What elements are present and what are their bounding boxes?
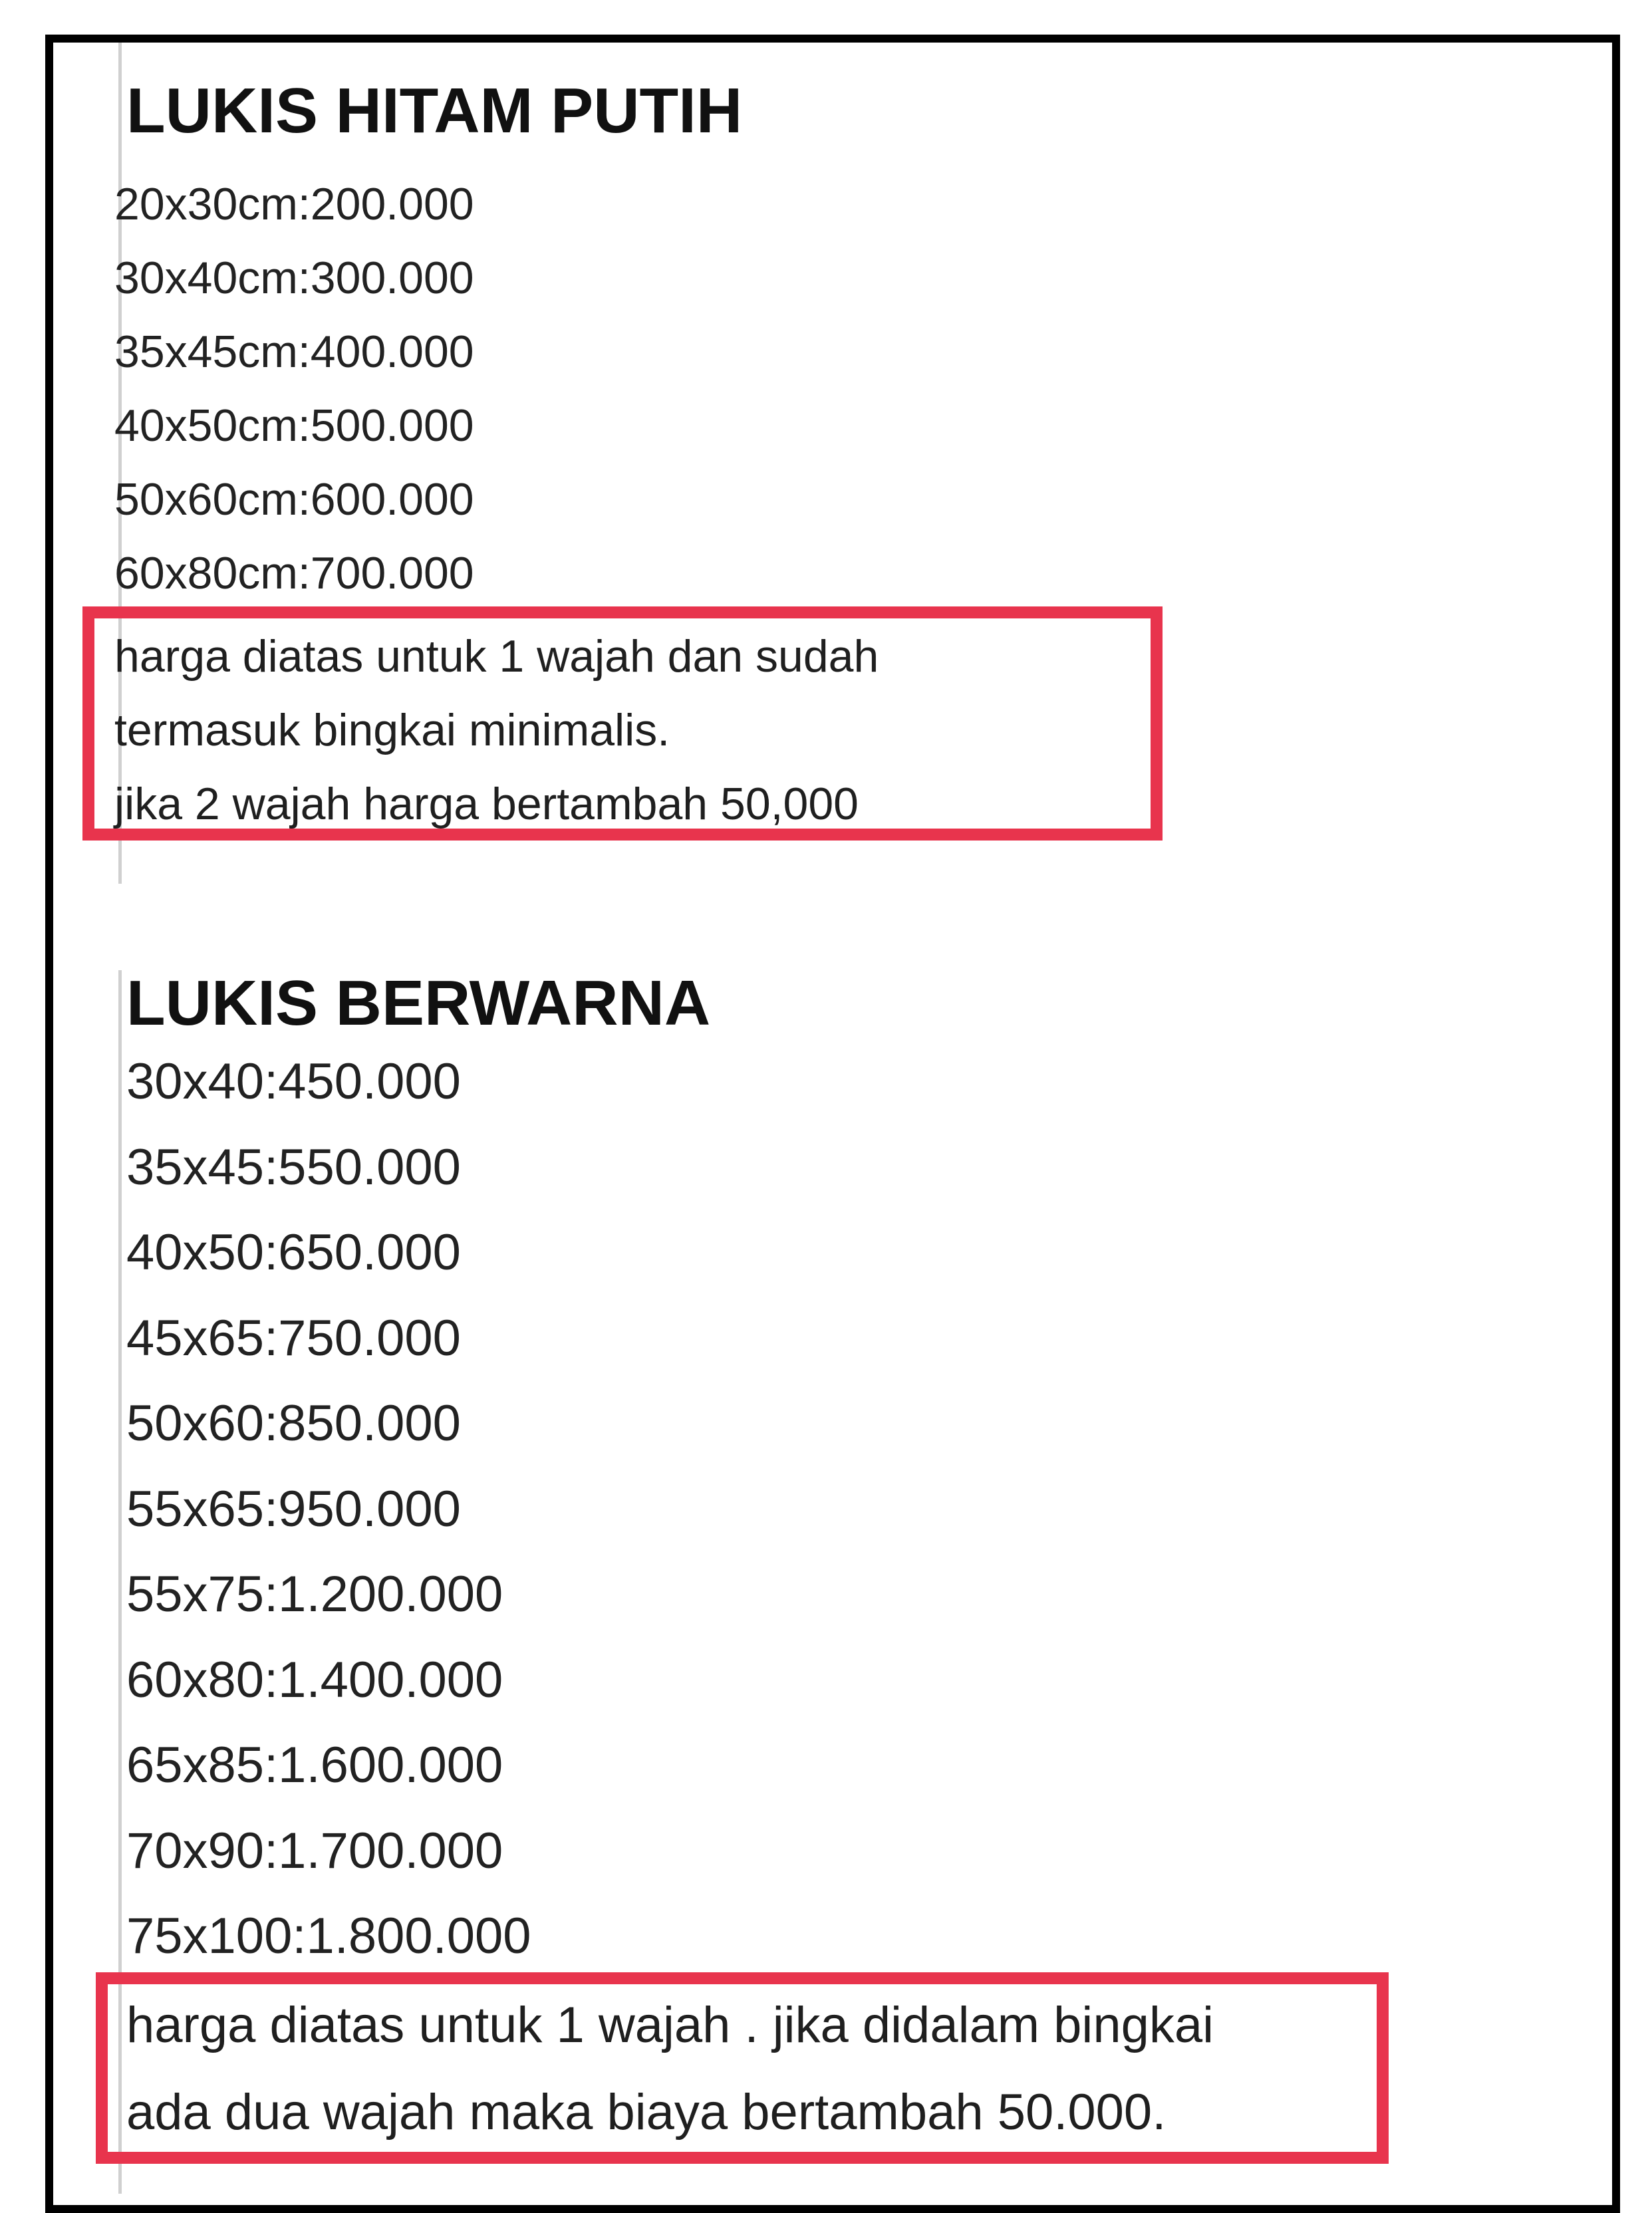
note-box-bw <box>82 606 1163 841</box>
price-item: 60x80cm:700.000 <box>114 548 474 598</box>
price-item: 50x60:850.000 <box>126 1395 461 1452</box>
price-item: 70x90:1.700.000 <box>126 1822 503 1879</box>
note-line: ada dua wajah maka biaya bertambah 50.000. <box>126 2084 1167 2141</box>
price-item: 35x45:550.000 <box>126 1138 461 1196</box>
price-item: 65x85:1.600.000 <box>126 1737 503 1793</box>
price-item: 55x65:950.000 <box>126 1480 461 1537</box>
price-item: 30x40:450.000 <box>126 1053 461 1110</box>
price-item: 20x30cm:200.000 <box>114 179 474 229</box>
price-list-bw <box>114 168 474 610</box>
note-text-color <box>126 1982 1214 2156</box>
price-item: 60x80:1.400.000 <box>126 1651 503 1708</box>
section-title-bw: LUKIS HITAM PUTIH <box>126 75 743 146</box>
price-item: 55x75:1.200.000 <box>126 1566 503 1623</box>
price-item: 35x45cm:400.000 <box>114 326 474 377</box>
price-item: 30x40cm:300.000 <box>114 253 474 303</box>
section-title-color: LUKIS BERWARNA <box>126 968 711 1039</box>
note-line: termasuk bingkai minimalis. <box>114 705 670 755</box>
price-item: 40x50:650.000 <box>126 1224 461 1281</box>
note-box-color <box>96 1972 1389 2164</box>
note-line: harga diatas untuk 1 wajah dan sudah <box>114 631 879 682</box>
note-text-bw <box>114 620 879 841</box>
note-line: harga diatas untuk 1 wajah . jika didalam bingkai <box>126 1997 1214 2053</box>
price-item: 50x60cm:600.000 <box>114 474 474 525</box>
note-line: jika 2 wajah harga bertambah 50,000 <box>114 779 859 829</box>
price-item: 40x50cm:500.000 <box>114 400 474 451</box>
price-list-color <box>126 1039 531 1980</box>
price-item: 45x65:750.000 <box>126 1309 461 1367</box>
price-item: 75x100:1.800.000 <box>126 1908 531 1964</box>
